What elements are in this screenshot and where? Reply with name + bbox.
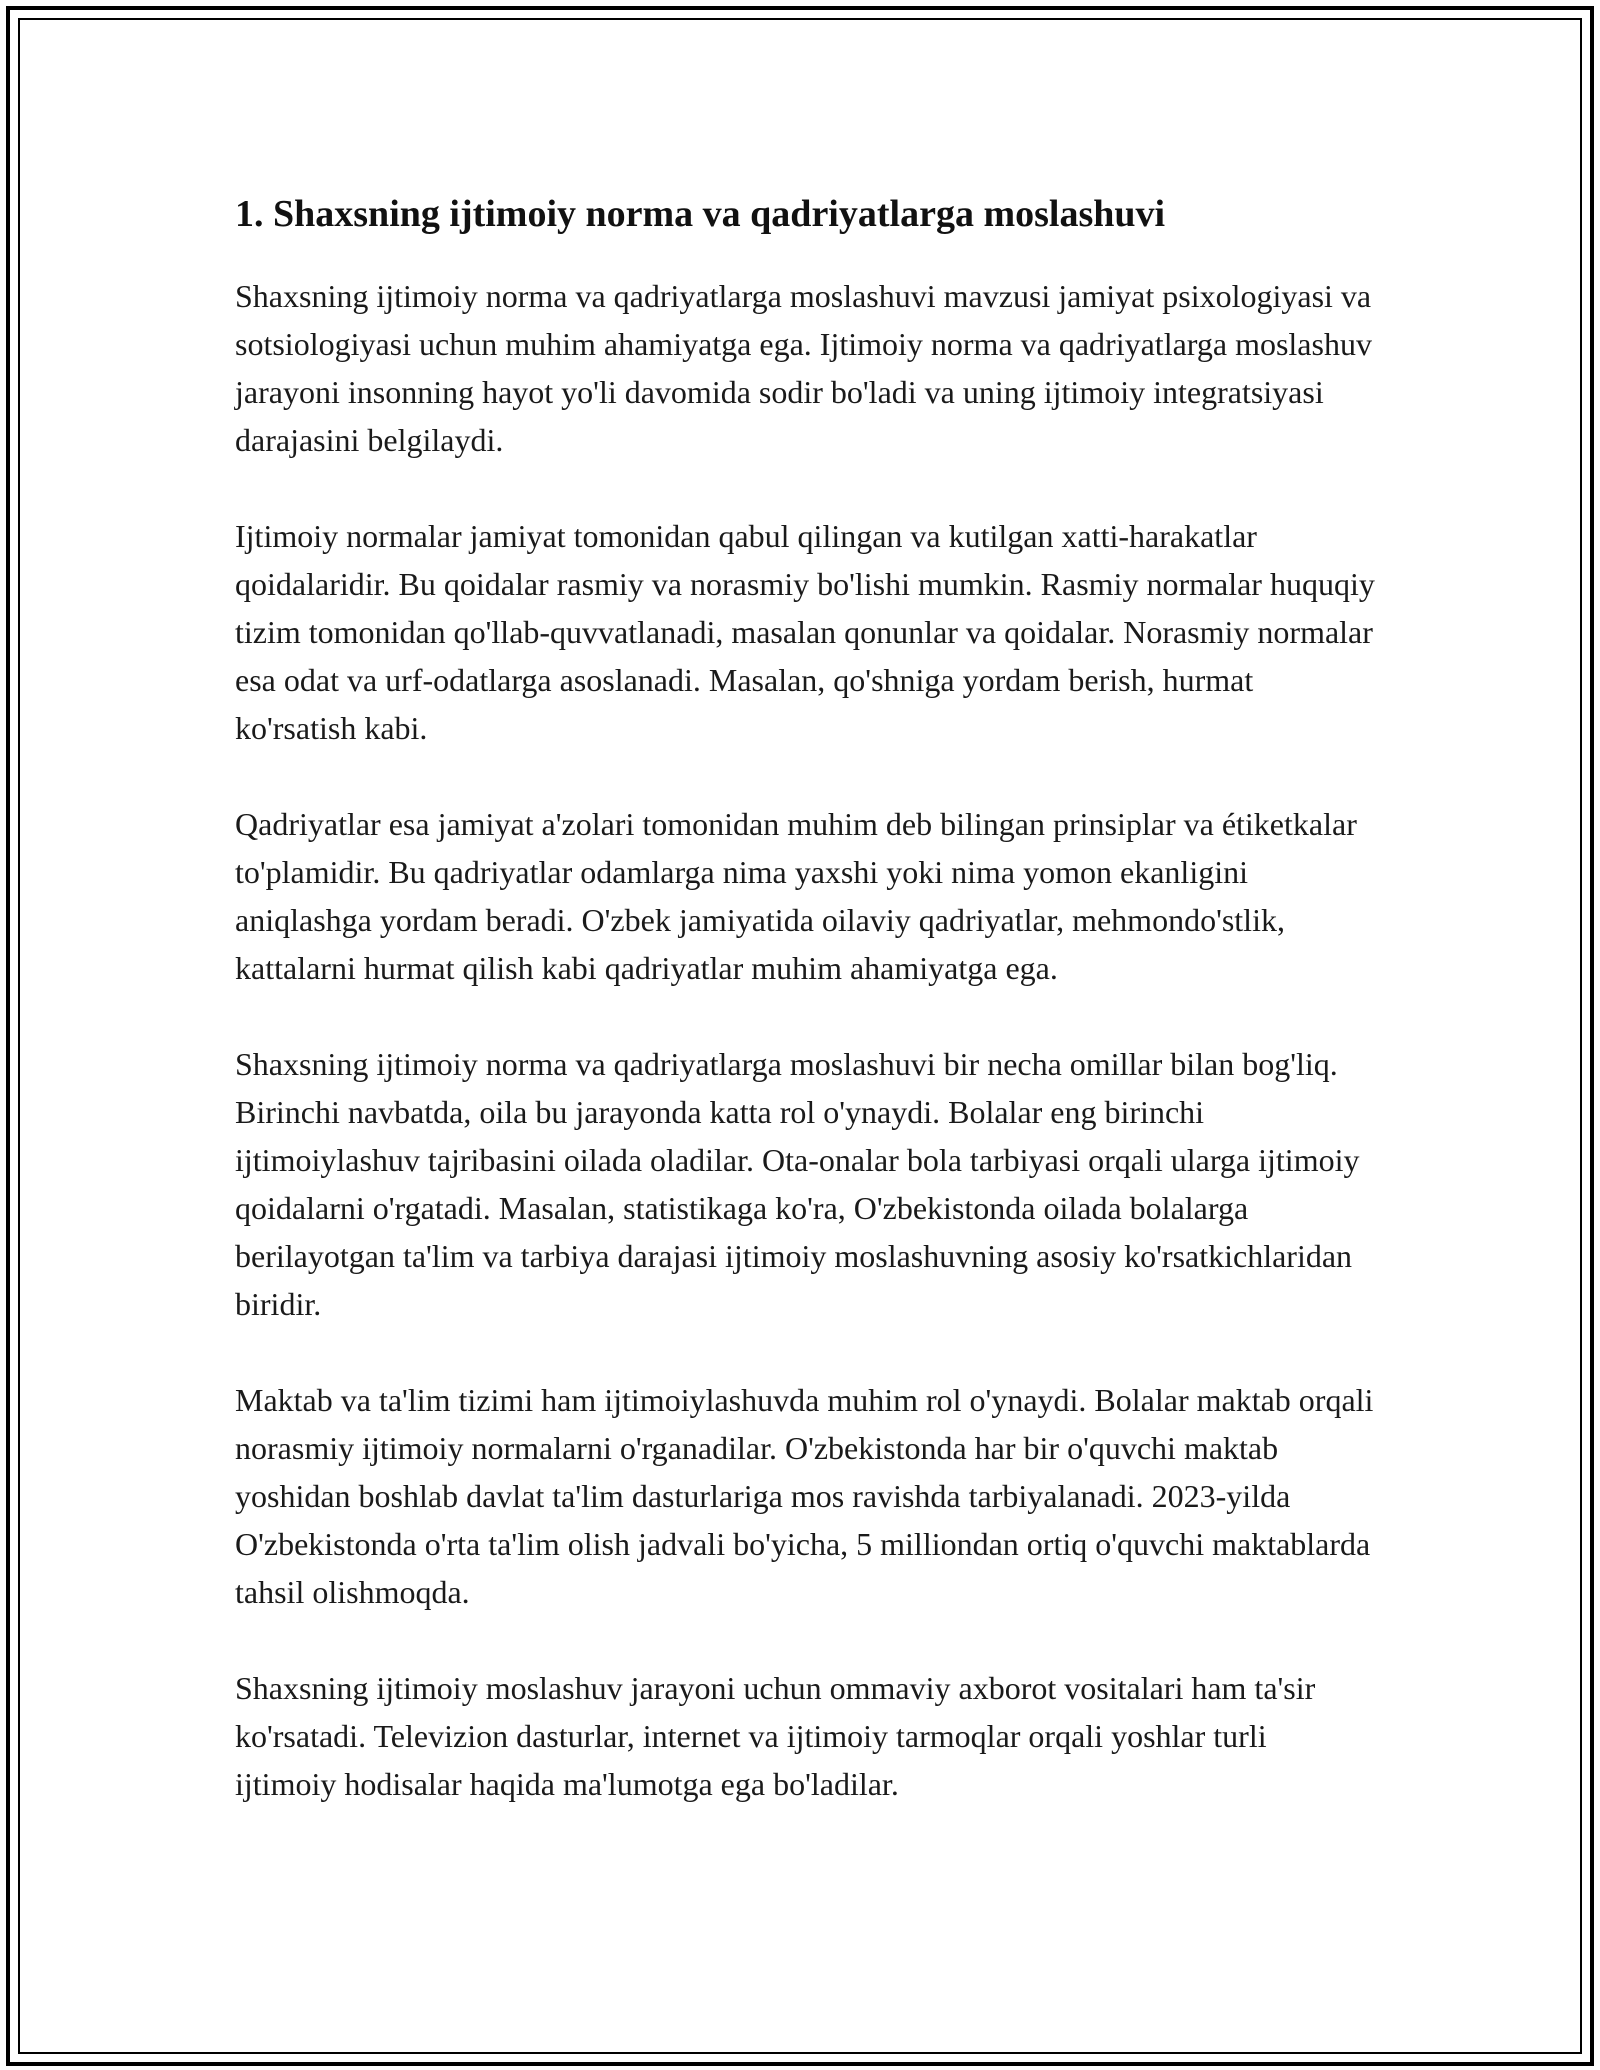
paragraph-3: Qadriyatlar esa jamiyat a'zolari tomonidan muhim deb bilingan prinsiplar va étiketkalar to'plamidir. Bu qadriyatlar odamlarga nima yaxshi yoki nima yomon ekanligini aniqlashga yordam beradi. O'zbek jamiyatida oilaviy qadriyatlar, mehmondo'stlik, kattalarni hurmat qilish kabi qadriyatlar muhim ahamiyatga ega. xyxy=(235,806,1357,986)
paragraph-5: Maktab va ta'lim tizimi ham ijtimoiylashuvda muhim rol o'ynaydi. Bolalar maktab orqali norasmiy ijtimoiy normalarni o'rganadilar. O'zbekistonda har bir o'quvchi maktab yoshidan boshlab davlat ta'lim dasturlariga mos ravishda tarbiyalanadi. 2023-yilda O'zbekistonda o'rta ta'lim olish jadvali bo'yicha, 5 milliondan ortiq o'quvchi maktablarda tahsil olishmoqda. xyxy=(235,1382,1374,1610)
paragraph-4: Shaxsning ijtimoiy norma va qadriyatlarga moslashuvi bir necha omillar bilan bog'liq. Birinchi navbatda, oila bu jarayonda katta rol o'ynaydi. Bolalar eng birinchi ijtimoiylashuv tajribasini oilada oladilar. Ota-onalar bola tarbiyasi orqali ularga ijtimoiy qoidalarni o'rgatadi. Masalan, statistikaga ko'ra, O'zbekistonda oilada bolalarga berilayotgan ta'lim va tarbiya darajasi ijtimoiy moslashuvning asosiy ko'rsatkichlaridan biridir. xyxy=(235,1046,1360,1322)
paragraph-1: Shaxsning ijtimoiy norma va qadriyatlarga moslashuvi mavzusi jamiyat psixologiyasi va sotsiologiyasi uchun muhim ahamiyatga ega. Ijtimoiy norma va qadriyatlarga moslashuv jarayoni insonning hayot yo'li davomida sodir bo'ladi va uning ijtimoiy integratsiyasi darajasini belgilaydi. xyxy=(235,278,1372,458)
document-body xyxy=(235,186,1375,1856)
paragraph-2: Ijtimoiy normalar jamiyat tomonidan qabul qilingan va kutilgan xatti-harakatlar qoidalaridir. Bu qoidalar rasmiy va norasmiy bo'lishi mumkin. Rasmiy normalar huquqiy tizim tomonidan qo'llab-quvvatlanadi, masalan qonunlar va qoidalar. Norasmiy normalar esa odat va urf-odatlarga asoslanadi. Masalan, qo'shniga yordam berish, hurmat ko'rsatish kabi. xyxy=(235,518,1375,746)
paragraph-6: Shaxsning ijtimoiy moslashuv jarayoni uchun ommaviy axborot vositalari ham ta'sir ko'rsatadi. Televizion dasturlar, internet va ijtimoiy tarmoqlar orqali yoshlar turli ijtimoiy hodisalar haqida ma'lumotga ega bo'ladilar. xyxy=(235,1670,1316,1802)
section-heading: 1. Shaxsning ijtimoiy norma va qadriyatlarga moslashuvi xyxy=(235,193,1166,235)
